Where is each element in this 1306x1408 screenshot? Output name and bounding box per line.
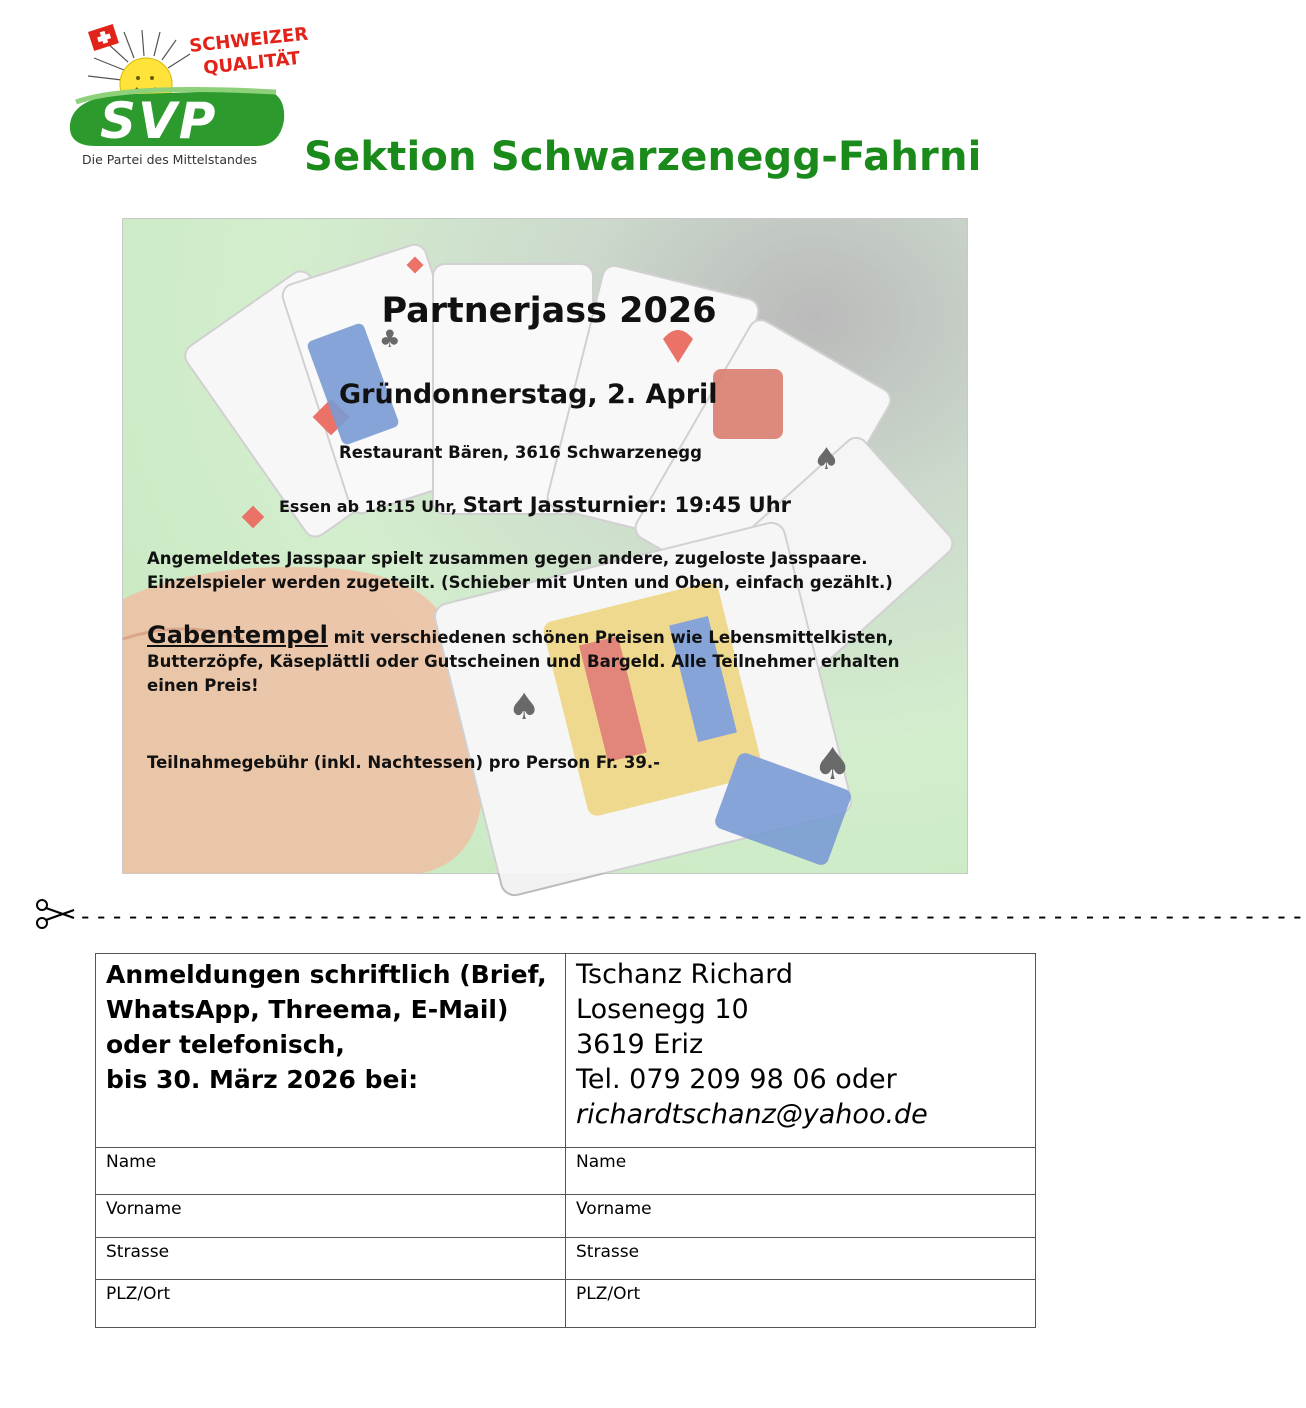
instruction-line: oder telefonisch, xyxy=(106,1030,345,1059)
svg-text:♠: ♠ xyxy=(508,687,541,728)
svp-logo xyxy=(66,23,310,174)
dinner-time: Essen ab 18:15 Uhr, xyxy=(279,497,463,516)
cut-line: ----------------------------------------------------------------------------- xyxy=(78,902,1306,930)
contact-phone: Tel. 079 209 98 06 oder xyxy=(576,1064,897,1095)
player1-plz-field[interactable]: PLZ/Ort xyxy=(96,1280,566,1328)
registration-instructions xyxy=(96,954,566,1148)
logo-badge-line1: SCHWEIZER xyxy=(188,23,310,57)
contact-street: Losenegg 10 xyxy=(576,994,749,1025)
prizes-paragraph xyxy=(147,623,937,698)
instruction-line: WhatsApp, Threema, E-Mail) xyxy=(106,995,509,1024)
contact-email[interactable]: richardtschanz@yahoo.de xyxy=(576,1099,928,1130)
swiss-flag-icon xyxy=(88,24,119,51)
player2-name-field[interactable]: Name xyxy=(566,1148,1036,1195)
event-venue: Restaurant Bären, 3616 Schwarzenegg xyxy=(339,443,702,462)
rules-paragraph: Angemeldetes Jasspaar spielt zusammen gegen andere, zugeloste Jasspaare. Einzelspieler werden zugeteilt. (Schieber mit Unten und Oben, einfach gezählt.) xyxy=(147,549,893,592)
instruction-line: Anmeldungen schriftlich (Brief, xyxy=(106,960,547,989)
flyer-title: Partnerjass 2026 xyxy=(381,291,717,331)
contact-name: Tschanz Richard xyxy=(576,959,793,990)
logo-tagline: Die Partei des Mittelstandes xyxy=(82,152,258,167)
svg-text:♣: ♣ xyxy=(379,325,401,353)
gabentempel-heading: Gabentempel xyxy=(147,621,328,649)
instruction-line: bis 30. März 2026 bei: xyxy=(106,1065,419,1094)
registration-form xyxy=(95,953,1036,1328)
player1-firstname-field[interactable]: Vorname xyxy=(96,1195,566,1238)
player2-street-field[interactable]: Strasse xyxy=(566,1238,1036,1280)
player2-firstname-field[interactable]: Vorname xyxy=(566,1195,1036,1238)
player1-name-field[interactable]: Name xyxy=(96,1148,566,1195)
svg-text:♠: ♠ xyxy=(813,739,853,790)
tournament-start: Start Jassturnier: 19:45 Uhr xyxy=(462,493,792,517)
section-title: Sektion Schwarzenegg-Fahrni xyxy=(304,134,982,180)
participation-fee: Teilnahmegebühr (inkl. Nachtessen) pro Person Fr. 39.- xyxy=(147,753,660,772)
prizes-text: mit verschiedenen schönen Preisen wie Lebensmittelkisten, Butterzöpfe, Käseplättli oder Gutscheinen und Bargeld. Alle Teilnehmer erhalten einen Preis! xyxy=(147,628,900,695)
event-flyer xyxy=(122,218,968,874)
svg-text:♠: ♠ xyxy=(813,442,840,477)
player2-plz-field[interactable]: PLZ/Ort xyxy=(566,1280,1036,1328)
contact-city: 3619 Eriz xyxy=(576,1029,704,1060)
contact-address xyxy=(566,954,1036,1148)
player1-street-field[interactable]: Strasse xyxy=(96,1238,566,1280)
svp-logo-graphic xyxy=(66,23,310,152)
event-date: Gründonnerstag, 2. April xyxy=(339,379,718,410)
scissors-icon xyxy=(34,898,76,930)
event-times xyxy=(279,493,791,517)
logo-wordmark: SVP xyxy=(100,92,218,150)
logo-badge-line2: QUALITÄT xyxy=(202,47,302,79)
